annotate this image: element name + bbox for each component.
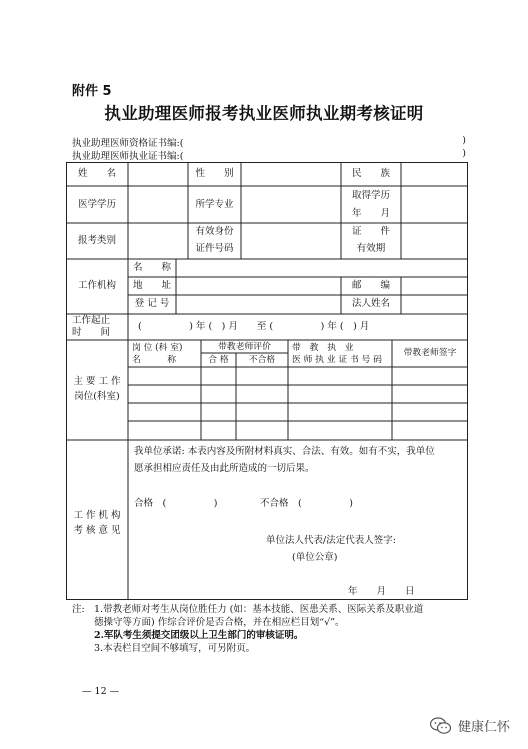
org-postcode-label: 邮 编	[351, 280, 390, 291]
obtained-date-label: 年 月	[351, 208, 390, 219]
fail-option: 不合格 ( )	[260, 498, 353, 509]
brand-name: 健康仁怀	[457, 720, 510, 735]
unit-seal: (单位公章)	[292, 552, 338, 563]
org-regno-label: 登 记 号	[134, 298, 170, 309]
watermark-brand	[430, 716, 510, 735]
post-label: 主 要 工 作	[73, 376, 121, 387]
col-post-name-label: 名 称	[132, 355, 176, 365]
org-label: 工作机构	[77, 280, 116, 291]
note-3: 3.本表栏目空间不够填写，可另附页。	[94, 643, 256, 654]
sign-date: 年 月 日	[348, 586, 415, 597]
id-number-label: 证件号码	[195, 243, 234, 254]
col-post-label: 岗 位 (科 室)	[132, 343, 183, 353]
representative-signature: 单位法人代表/法定代表人签字:	[266, 535, 396, 546]
page-number: — 12 —	[82, 686, 120, 697]
review-opinion-label: 考 核 意 见	[73, 525, 121, 536]
post-dept-label: 岗位(科室)	[74, 391, 120, 402]
wechat-icon	[430, 717, 452, 735]
pledge-text: 我单位承诺: 本表内容及所附材料真实、合法、有效。如有不实，我单位	[134, 446, 435, 457]
note-1: 1.带教老师对考生从岗位胜任力 (如：基本技能、医患关系、医际关系及职业道	[94, 604, 424, 615]
ethnicity-label: 民 族	[351, 168, 390, 179]
col-cert-number-label: 医 师 执 业 证 书 号 码	[292, 355, 382, 365]
period-label: 工作起止	[72, 315, 111, 326]
note-1-cont: 德操守等方面) 作综合评价是否合格，并在相应栏目划“√”。	[94, 617, 345, 628]
notes-label: 注:	[72, 604, 85, 615]
col-pass-label: 合 格	[208, 355, 229, 365]
close-paren: )	[462, 148, 466, 159]
col-cert-label: 带 教 执 业	[292, 343, 354, 353]
gender-label: 性 别	[195, 168, 234, 179]
practice-cert-line	[72, 148, 466, 162]
validity-label: 证 件	[351, 226, 390, 237]
col-sign-label: 带教老师签字	[403, 348, 457, 358]
note-2: 2.军队考生须提交团级以上卫生部门的审核证明。	[94, 630, 304, 641]
page-title: 执业助理医师报考执业医师执业期考核证明	[104, 104, 424, 123]
exam-category-label: 报考类别	[77, 235, 116, 246]
validity-period-label: 有效期	[356, 243, 386, 254]
period-time-label: 时 间	[72, 327, 111, 338]
pass-option: 合格 ( )	[134, 498, 218, 509]
close-paren: )	[462, 135, 466, 146]
attachment-label: 附件 5	[72, 84, 112, 99]
qualification-cert-line	[72, 135, 466, 149]
org-legal-label: 法人姓名	[351, 298, 390, 309]
col-eval-label: 带教老师评价	[218, 342, 271, 352]
org-address-label: 地 址	[132, 280, 171, 291]
name-label: 姓 名	[77, 168, 116, 179]
pledge-text-cont: 愿承担相应责任及由此所造成的一切后果。	[134, 463, 315, 474]
review-label: 工 作 机 构	[73, 510, 121, 521]
id-doc-label: 有效身份	[195, 226, 234, 237]
notes	[72, 603, 474, 655]
qualification-cert-label: 执业助理医师资格证书编:(	[72, 138, 184, 149]
major-label: 所学专业	[195, 199, 234, 210]
col-fail-label: 不合格	[248, 355, 276, 365]
obtained-education-label: 取得学历	[351, 190, 390, 201]
practice-cert-label: 执业助理医师执业证书编:(	[72, 151, 184, 162]
org-name-label: 名 称	[132, 262, 171, 273]
assessment-form	[66, 162, 468, 600]
period-line: ( ) 年 ( ) 月 至 ( ) 年 ( ) 月	[138, 321, 370, 332]
education-label: 医学学历	[77, 199, 116, 210]
